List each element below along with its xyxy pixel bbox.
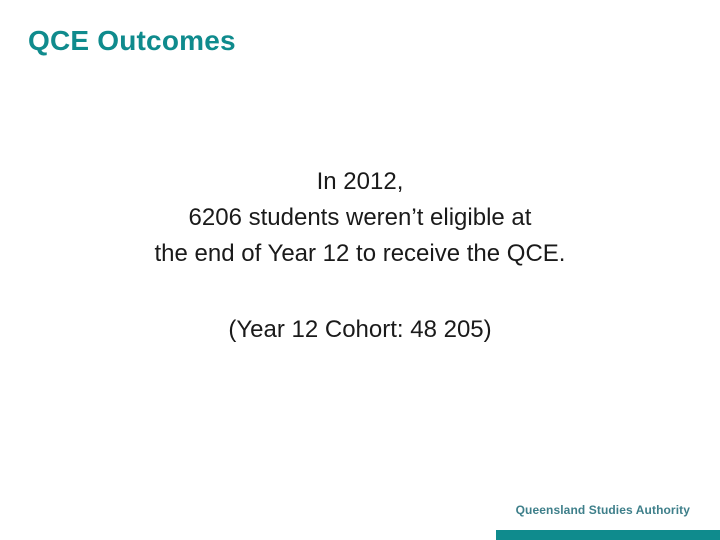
- slide-title: QCE Outcomes: [28, 25, 236, 56]
- body-line-cohort: (Year 12 Cohort: 48 205): [228, 316, 492, 343]
- slide-body: [0, 164, 720, 348]
- body-line-year: In 2012,: [316, 168, 404, 195]
- body-line-students: 6206 students weren’t eligible at: [188, 204, 532, 231]
- footer-accent-band: [496, 530, 720, 540]
- qsa-logo: Queensland Studies Authority: [515, 503, 690, 517]
- body-spacer: [0, 272, 720, 312]
- body-line-qce: the end of Year 12 to receive the QCE.: [154, 240, 566, 267]
